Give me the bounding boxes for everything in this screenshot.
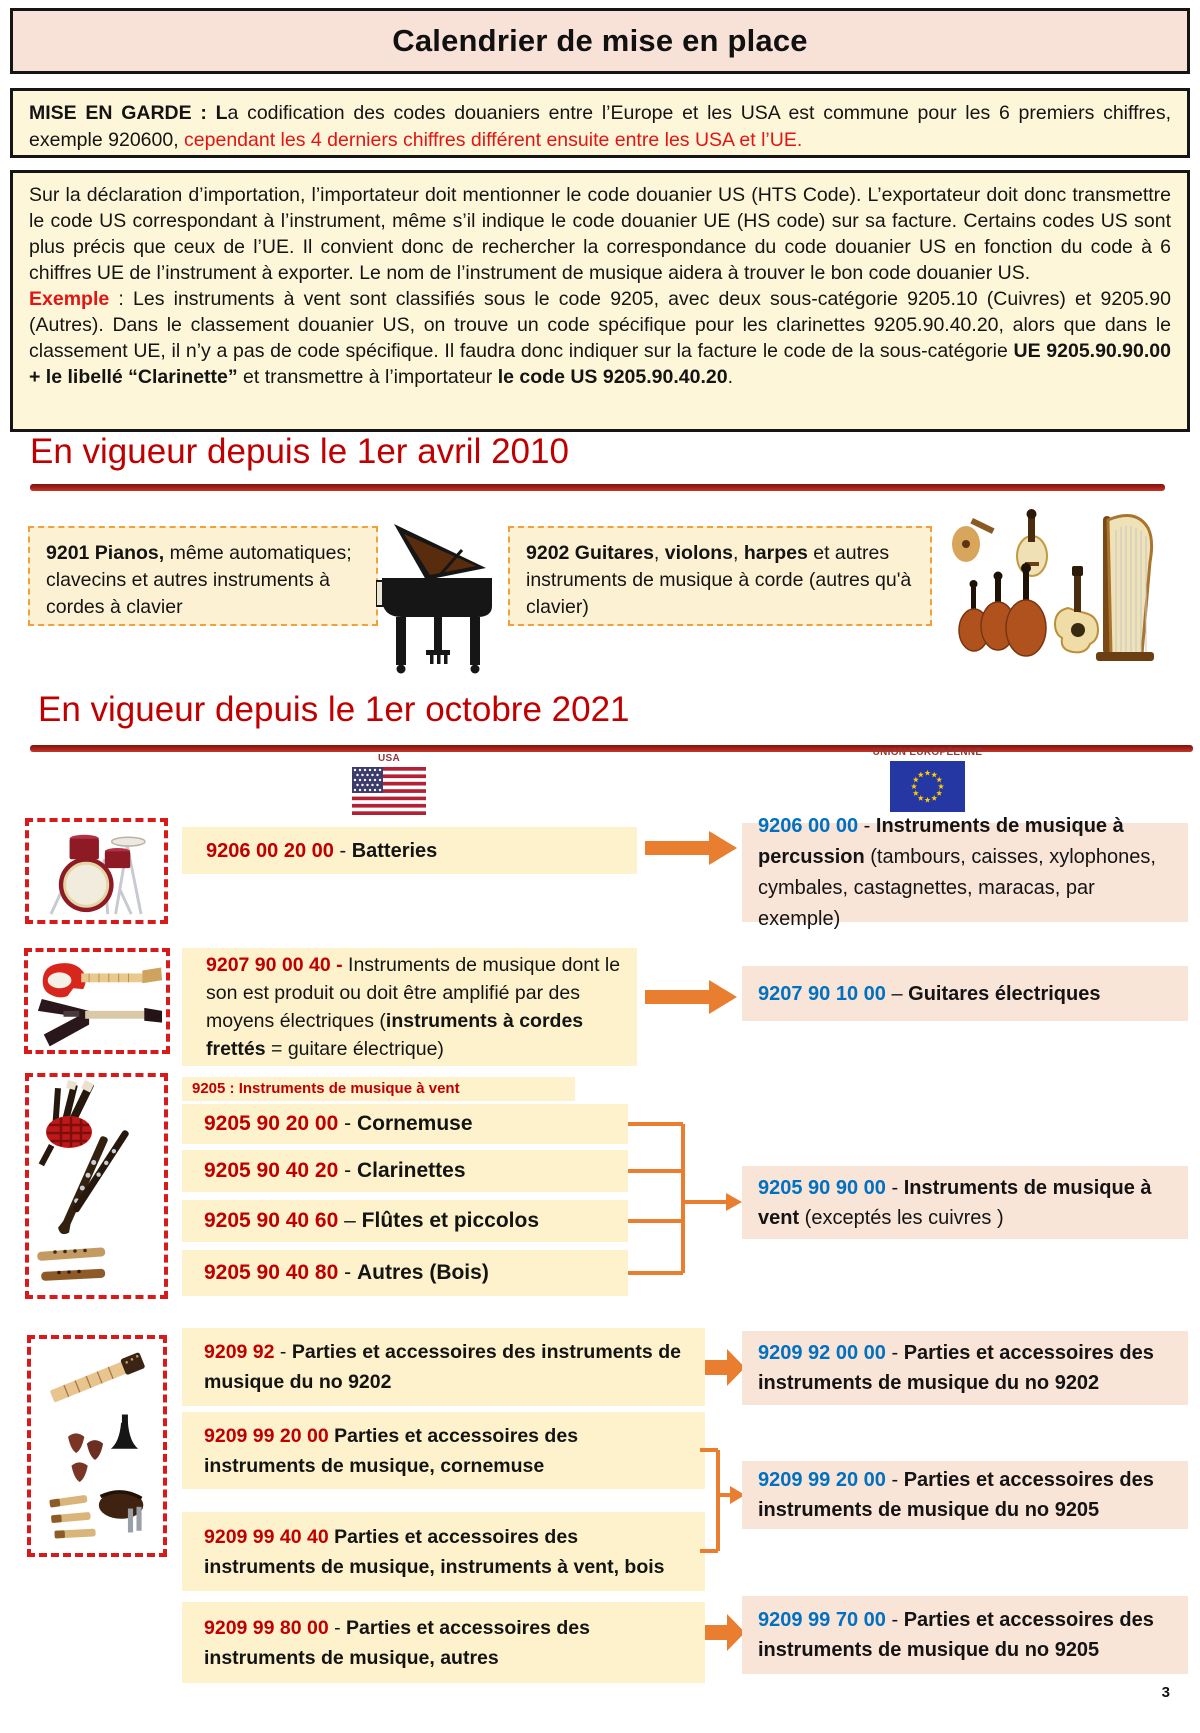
woodwinds-photo-box	[25, 1073, 168, 1299]
section-2010-heading: En vigueur depuis le 1er avril 2010	[30, 432, 569, 471]
us-code-9209-99-20-00-text: 9209 99 20 00 Parties et accessoires des instruments de musique, cornemuse	[204, 1424, 579, 1477]
eu-flag-label: UNION EUROPÉENNE	[872, 747, 983, 758]
eu-code-9209-99-70-text: 9209 99 70 00 - Parties et accessoires des instruments de musique du no 9205	[758, 1609, 1154, 1661]
eu-code-9209-99-70-box	[742, 1596, 1188, 1674]
us-code-9205-90-40-80-text: 9205 90 40 80 - Autres (Bois)	[204, 1261, 489, 1284]
arrow-right-icon	[645, 831, 737, 865]
usa-flag-icon	[352, 767, 426, 815]
page-title: Calendrier de mise en place	[392, 23, 808, 58]
string-instruments-image	[940, 508, 1158, 664]
us-code-9206-text: 9206 00 20 00 - Batteries	[206, 839, 438, 862]
us-code-9205-90-40-20-box	[182, 1150, 628, 1192]
us-code-9209-99-20-00-box	[182, 1412, 705, 1489]
us-code-9209-99-80-00-box	[182, 1602, 705, 1683]
eu-code-9206-text: 9206 00 00 - Instruments de musique à percussion (tambours, caisses, xylophones, cymbales, castagnettes, maracas, par exemple)	[758, 814, 1156, 930]
arrow-right-icon	[645, 980, 737, 1014]
code-9202-box	[508, 526, 932, 626]
us-code-9205-90-40-60-text: 9205 90 40 60 – Flûtes et piccolos	[204, 1209, 540, 1232]
us-code-9209-99-80-00-text: 9209 99 80 00 - Parties et accessoires des instruments de musique, autres	[204, 1616, 590, 1669]
bagpipes-and-woodwinds-image	[31, 1079, 161, 1293]
code-9201-box	[28, 526, 378, 626]
eu-code-9207-text: 9207 90 10 00 – Guitares électriques	[758, 982, 1101, 1005]
intro-paragraph: Sur la déclaration d’importation, l’importateur doit mentionner le code douanier US (HTS Code). L’exportateur doit donc transmettre le code US correspondant à l’instrument, même s’il indique le code douanier UE (HS code) sur sa facture. Certains codes US sont plus précis que ceux de l’UE. Il convient donc de rechercher la correspondance du code douanier US en fonction du code à 6 chiffres UE de l’instrument à exporter. Le nom de l’instrument de musique aidera à trouver le bon code douanier US.	[29, 184, 1171, 284]
usa-flag-label: USA	[377, 753, 400, 764]
example-paragraph: Exemple : Les instruments à vent sont classifiés sous le code 9205, avec deux sous-catégorie 9205.10 (Cuivres) et 9205.90 (Autres). Dans le classement douanier US, on trouve un code spécifique pour les clarinettes 9205.90.40.20, alors que dans le classement UE, il n’y a pas de code spécifique. Il faudra donc indiquer sur la facture le code de la sous-catégorie UE 9205.90.90.00 + le libellé “Clarinette” et transmettre à l’importateur le code US 9205.90.40.20.	[29, 288, 1171, 388]
eu-code-9205-text: 9205 90 90 00 - Instruments de musique à vent (exceptés les cuivres )	[758, 1176, 1152, 1229]
code-9202-text: 9202 Guitares, violons, harpes et autres instruments de musique à corde (autres qu'à clavier)	[526, 542, 912, 618]
eu-code-9207-box	[742, 966, 1188, 1021]
grand-piano-image	[372, 520, 500, 686]
electric-guitars-image	[30, 953, 164, 1049]
us-code-9205-90-20-00-text: 9205 90 20 00 - Cornemuse	[204, 1112, 473, 1135]
eu-code-9209-99-20-box	[742, 1461, 1188, 1529]
section-2021-divider	[30, 745, 1193, 752]
intro-box	[10, 170, 1190, 432]
eu-code-9205-box	[742, 1166, 1188, 1239]
eu-code-9209-99-20-text: 9209 99 20 00 - Parties et accessoires des instruments de musique du no 9205	[758, 1469, 1154, 1521]
us-code-9206-box	[182, 827, 637, 874]
eu-code-9209-92-box	[742, 1331, 1188, 1405]
drum-kit-photo-box	[25, 818, 168, 924]
bracket-connector-9209	[700, 1440, 745, 1561]
section-2021-heading: En vigueur depuis le 1er octobre 2021	[38, 690, 630, 729]
us-code-9207-text: 9207 90 00 40 - Instruments de musique dont le son est produit ou doit être amplifié par des moyens électriques (instruments à cordes frettés = guitare électrique)	[206, 954, 621, 1060]
arrow-right-icon	[705, 1349, 745, 1386]
arrow-right-icon	[705, 1614, 745, 1651]
us-code-9209-92-text: 9209 92 - Parties et accessoires des instruments de musique du no 9202	[204, 1341, 681, 1393]
us-code-9209-92-box	[182, 1328, 705, 1406]
eu-code-9206-box	[742, 814, 1188, 930]
code-9201-text: 9201 Pianos, même automatiques; clavecins et autres instruments à cordes à clavier	[46, 542, 352, 618]
bracket-connector-9205	[628, 1115, 746, 1281]
us-code-9209-99-40-40-text: 9209 99 40 40 Parties et accessoires des instruments de musique, instruments à vent, bois	[204, 1525, 665, 1578]
us-code-9205-90-40-60-box	[182, 1200, 628, 1242]
section-2010-divider	[30, 484, 1165, 491]
instrument-parts-image	[33, 1341, 163, 1553]
warning-box	[10, 88, 1190, 158]
us-code-9209-99-40-40-box	[182, 1512, 705, 1591]
us-code-9205-90-40-80-box	[182, 1250, 628, 1296]
us-code-9205-90-20-00-box	[182, 1104, 628, 1144]
electric-guitars-photo-box	[24, 948, 170, 1054]
us-code-9207-box	[182, 948, 637, 1066]
title-box	[10, 8, 1190, 74]
eu-code-9209-92-text: 9209 92 00 00 - Parties et accessoires des instruments de musique du no 9202	[758, 1342, 1154, 1394]
drum-kit-image	[32, 824, 160, 918]
us-9205-group-header: 9205 : Instruments de musique à vent	[182, 1077, 575, 1101]
warning-text: MISE EN GARDE : La codification des codes douaniers entre l’Europe et les USA est commune pour les 6 premiers chiffres, exemple 920600, cependant les 4 derniers chiffres différent ensuite entre les USA et l’UE.	[29, 102, 1172, 151]
eu-flag-icon	[890, 761, 965, 812]
page-number: 3	[1161, 1684, 1170, 1701]
us-code-9205-90-40-20-text: 9205 90 40 20 - Clarinettes	[204, 1159, 466, 1182]
instrument-parts-photo-box	[27, 1335, 167, 1557]
